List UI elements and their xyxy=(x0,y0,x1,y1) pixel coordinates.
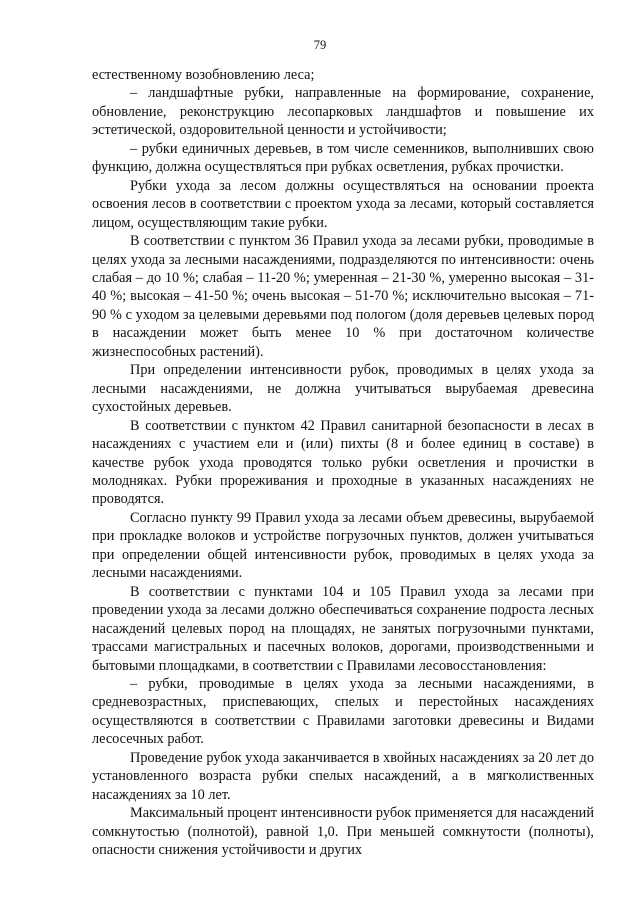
paragraph-forest-project-basis: Рубки ухода за лесом должны осуществляться на основании проекта освоения лесов в соответствии с проектом ухода за лесами, который составляется лицом, осуществляющим такие рубки. xyxy=(92,177,594,231)
paragraph-max-intensity: Максимальный процент интенсивности рубок применяется для насаждений сомкнутостью (полнотой), равной 1,0. При меньшей сомкнутости (полноты), опасности снижения устойчивости и других xyxy=(92,805,594,859)
paragraph-rules-99: Согласно пункту 99 Правил ухода за лесами объем древесины, вырубаемой при прокладке волоков и устройстве погрузочных пунктов, должен учитываться при определении общей интенсивности рубок, проводимых в целях ухода за лесными насаждениями. xyxy=(92,509,594,582)
page-number: 79 xyxy=(313,38,327,52)
paragraph-intensity-determination: При определении интенсивности рубок, проводимых в целях ухода за лесными насаждениями, не должна учитываться вырубаемая древесина сухостойных деревьев. xyxy=(92,362,594,416)
paragraph-single-trees-cuttings: – рубки единичных деревьев, в том числе семенников, выполнивших свою функцию, должна осуществляться при рубках осветления, рубках прочистки. xyxy=(92,140,594,176)
paragraph-sanitary-rules-42: В соответствии с пунктом 42 Правил санитарной безопасности в лесах в насаждениях с участием ели и (или) пихты (8 и более единиц в составе) в качестве рубок ухода проводятся только рубки осветления и прочистки в молодняках. Рубки прореживания и проходные в указанных насаждениях не проводятся. xyxy=(92,417,594,508)
document-body xyxy=(92,66,594,859)
paragraph-rules-104-105: В соответствии с пунктами 104 и 105 Правил ухода за лесами при проведении ухода за лесами должно обеспечиваться сохранение подроста лесных насаждений целевых пород на площадях, не занятых погрузочными пунктами, трассами магистральных и пасечных волоков, дорогами, производственными и бытовыми площадками, в соответствии с Правилами лесовосстановления: xyxy=(92,583,594,674)
paragraph-intensity-classes: В соответствии с пунктом 36 Правил ухода за лесами рубки, проводимые в целях ухода за лесными насаждениями, подразделяются по интенсивности: очень слабая – до 10 %; слабая – 11-20 %; умеренная – 21-30 %, умеренно высокая – 31-40 %; высокая – 41-50 %; очень высокая – 51-70 %; исключительно высокая – 71-90 % с уходом за целевыми деревьями под пологом (доля деревьев целевых пород в насаждении может быть менее 10 % при достаточном количестве жизнеспособных растений). xyxy=(92,233,594,360)
paragraph-landscape-cuttings: – ландшафтные рубки, направленные на формирование, сохранение, обновление, реконструкцию лесопарковых ландшафтов и повышение их эстетической, оздоровительной ценности и устойчивости; xyxy=(92,85,594,139)
paragraph-cuttings-end: Проведение рубок ухода заканчивается в хвойных насаждениях за 20 лет до установленного возраста рубки спелых насаждений, а в мягколиственных насаждениях за 10 лет. xyxy=(92,749,594,803)
paragraph-mature-stands-cuttings: – рубки, проводимые в целях ухода за лесными насаждениями, в средневозрастных, приспевающих, спелых и перестойных насаждениях осуществляются в соответствии с Правилами заготовки древесины и Видами лесосечных работ. xyxy=(92,675,594,748)
paragraph-continuation: естественному возобновлению леса; xyxy=(92,67,315,83)
